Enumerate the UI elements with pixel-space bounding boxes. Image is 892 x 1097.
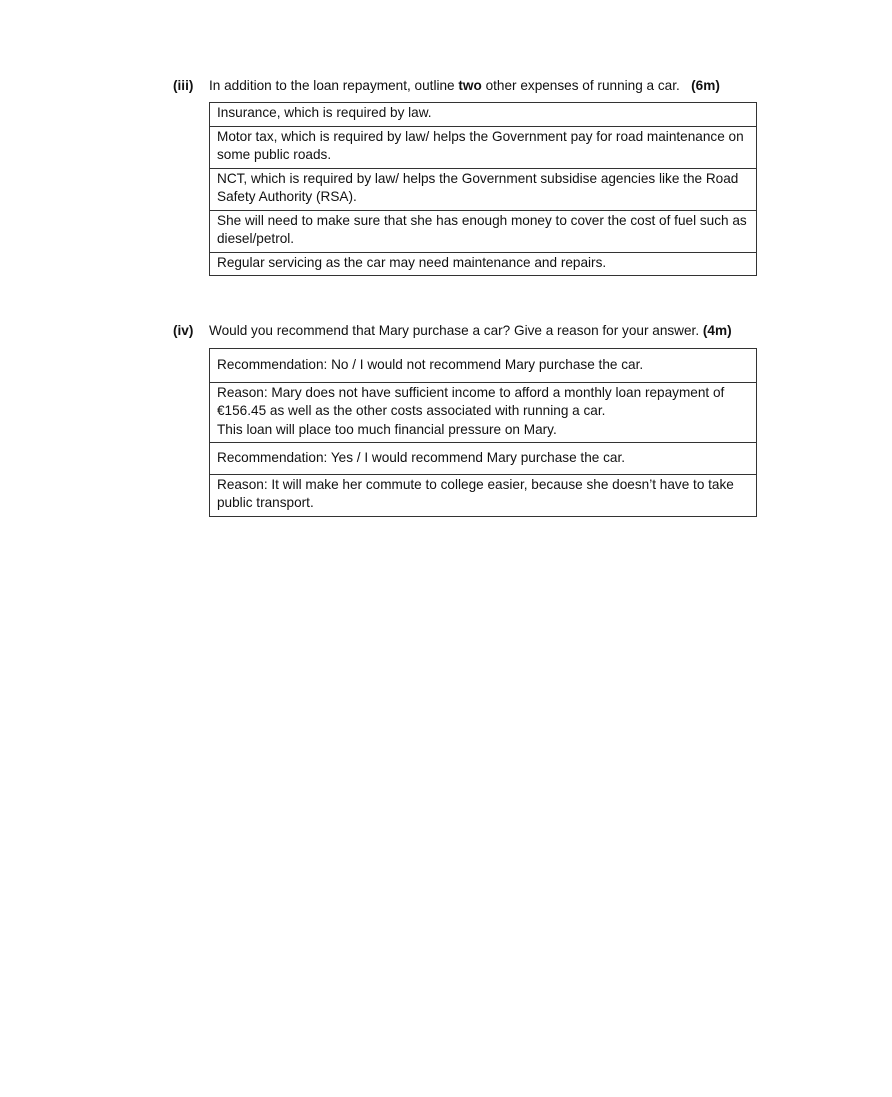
question-text: Would you recommend that Mary purchase a car? Give a reason for your answer.	[209, 323, 700, 338]
answer-cell: NCT, which is required by law/ helps the Government subsidise agencies like the Road Safety Authority (RSA).	[210, 168, 757, 210]
reason-no-text: Reason: Mary does not have sufficient income to afford a monthly loan repayment of €156.45 as well as the other costs associated with running a car.	[217, 384, 725, 418]
table-row	[210, 168, 757, 210]
answer-cell	[210, 474, 757, 516]
question-text-emphasis: two	[458, 78, 482, 93]
answer-cell	[210, 382, 757, 443]
answer-cell: Motor tax, which is required by law/ helps the Government pay for road maintenance on some public roads.	[210, 126, 757, 168]
reason-yes-text: Reason: It will make her commute to college easier, because she doesn’t have to take public transport.	[217, 476, 734, 510]
recommendation-yes: Recommendation: Yes / I would recommend Mary purchase the car.	[217, 450, 626, 465]
answer-table-iv	[209, 348, 757, 517]
answer-cell: She will need to make sure that she has enough money to cover the cost of fuel such as diesel/petrol.	[210, 210, 757, 252]
recommendation-no: Recommendation: No / I would not recommend Mary purchase the car.	[217, 357, 644, 372]
table-row	[210, 210, 757, 252]
table-row	[210, 103, 757, 127]
answer-cell	[210, 349, 757, 383]
table-row	[210, 474, 757, 516]
table-row	[210, 443, 757, 475]
question-marks: (4m)	[702, 323, 732, 338]
table-row	[210, 252, 757, 276]
answer-cell	[210, 443, 757, 475]
table-row	[210, 349, 757, 383]
question-iii	[173, 77, 720, 95]
question-iv	[173, 322, 732, 340]
reason-no-followup: This loan will place too much financial pressure on Mary.	[217, 421, 557, 437]
table-row	[210, 126, 757, 168]
answer-cell: Insurance, which is required by law.	[210, 103, 757, 127]
question-marks: (6m)	[691, 78, 720, 93]
question-number: (iv)	[173, 323, 194, 338]
answer-table-iii	[209, 102, 757, 276]
table-row	[210, 382, 757, 443]
question-number: (iii)	[173, 78, 194, 93]
question-text-end: other expenses of running a car.	[481, 78, 680, 93]
answer-cell: Regular servicing as the car may need maintenance and repairs.	[210, 252, 757, 276]
question-text-start: In addition to the loan repayment, outline	[209, 78, 459, 93]
